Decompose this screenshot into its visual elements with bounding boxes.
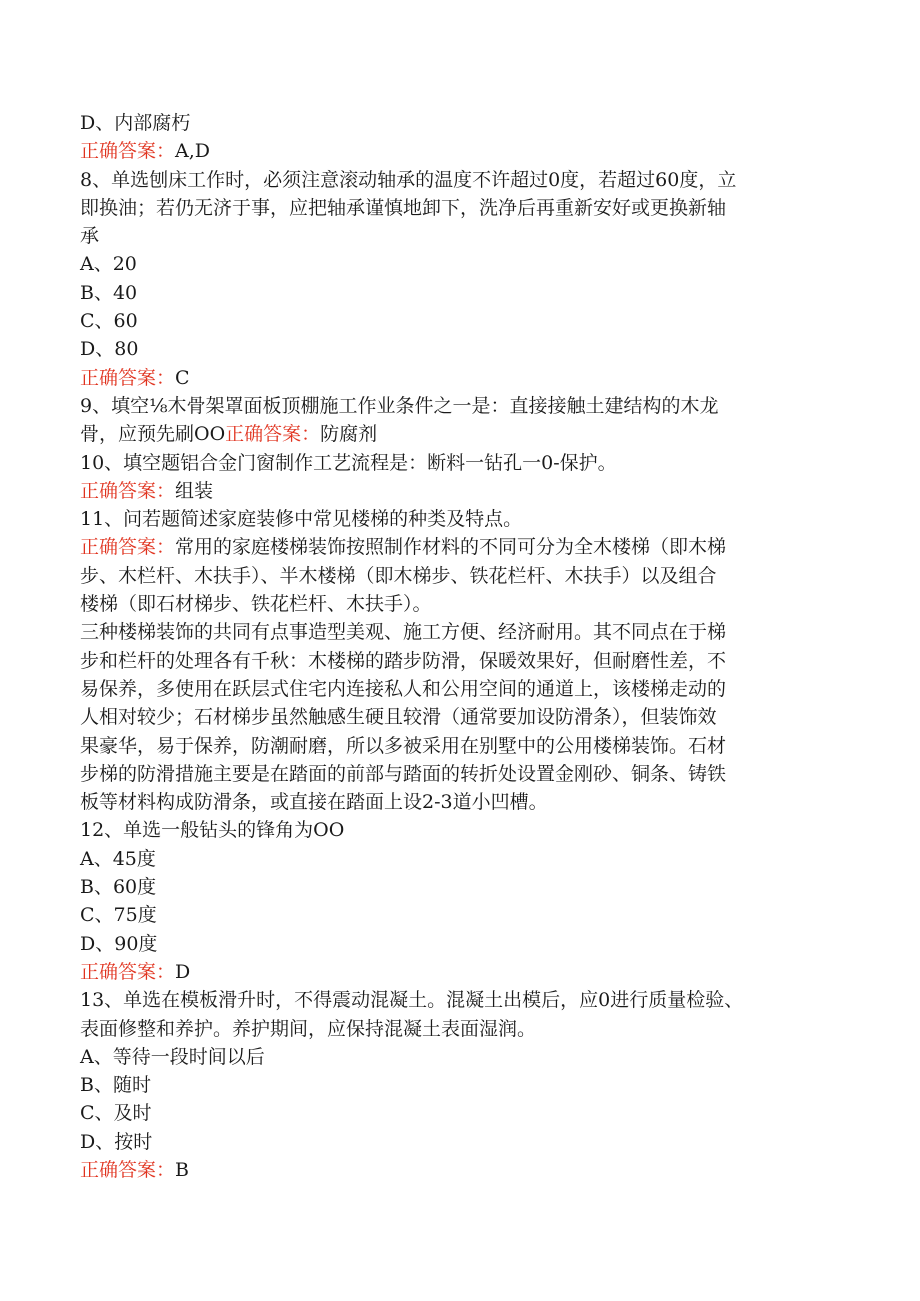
line-text: 步、木栏杆、木扶手）、半木楼梯（即木梯步、铁花栏杆、木扶手）以及组合 [80, 564, 717, 587]
answer-value: C [175, 366, 190, 389]
text-line [80, 732, 840, 760]
line-text: C、60 [80, 310, 138, 333]
text-line [80, 1071, 840, 1099]
line-text: A、20 [80, 253, 137, 276]
line-text: D、按时 [80, 1130, 153, 1153]
line-text: B、随时 [80, 1074, 151, 1097]
line-text: 13、单选在模板滑升时，不得震动混凝土。混凝土出模后，应0进行质量检验、 [80, 989, 744, 1012]
answer-label: 正确答案： [80, 140, 176, 163]
line-text: A、等待一段时间以后 [80, 1045, 265, 1068]
text-line [80, 279, 840, 307]
answer-value: B [175, 1158, 189, 1181]
line-text: D、80 [80, 338, 139, 361]
text-line [80, 703, 840, 731]
text-line [80, 618, 840, 646]
answer-label: 正确答案： [80, 536, 176, 559]
text-line [80, 1015, 840, 1043]
line-text: D、90度 [80, 932, 158, 955]
line-text: C、及时 [80, 1102, 152, 1125]
line-text: 10、填空题铝合金门窗制作工艺流程是：断料一钻孔一0-保护。 [80, 451, 617, 474]
answer-value: D [175, 960, 191, 983]
text-line [80, 1099, 840, 1127]
line-text: 11、问若题简述家庭装修中常见楼梯的种类及特点。 [80, 508, 523, 531]
line-text: 9、填空⅛木骨架罩面板顶棚施工作业条件之一是：直接接触土建结构的木龙 [80, 394, 719, 417]
line-text: 表面修整和养护。养护期间，应保持混凝土表面湿润。 [80, 1017, 537, 1040]
line-text: 8、单选刨床工作时，必须注意滚动轴承的温度不许超过0度，若超过60度，立 [80, 168, 737, 191]
text-line [80, 845, 840, 873]
answer-label: 正确答案： [80, 366, 176, 389]
line-text: 步梯的防滑措施主要是在踏面的前部与踏面的转折处设置金刚砂、铜条、铸铁 [80, 762, 727, 785]
answer-label: 正确答案： [80, 479, 176, 502]
text-line [80, 505, 840, 533]
answer-value: 常用的家庭楼梯装饰按照制作材料的不同可分为全木楼梯（即木梯 [175, 536, 727, 559]
text-line [80, 307, 840, 335]
line-text: B、40 [80, 281, 138, 304]
line-text: B、60度 [80, 876, 157, 899]
line-text: D、内部腐朽 [80, 112, 191, 134]
text-line [80, 335, 840, 363]
answer-label: 正确答案： [80, 960, 176, 983]
text-line [80, 109, 840, 137]
answer-line [80, 364, 840, 392]
document-page [80, 109, 840, 1184]
text-line [80, 675, 840, 703]
text-line [80, 901, 840, 929]
text-line [80, 449, 840, 477]
line-text: 12、单选一般钻头的锋角为OO [80, 819, 345, 842]
text-line [80, 590, 840, 618]
line-text: 承 [80, 225, 100, 248]
answer-value: 组装 [175, 479, 214, 502]
line-text: 人相对较少；石材梯步虽然触感生硬且较滑（通常要加设防滑条），但装饰效 [80, 706, 717, 729]
text-line [80, 562, 840, 590]
text-line [80, 930, 840, 958]
line-text: 果豪华，易于保养，防潮耐磨，所以多被采用在别墅中的公用楼梯装饰。石材 [80, 734, 727, 757]
text-line [80, 222, 840, 250]
line-text: 骨，应预先刷OO [80, 423, 226, 446]
text-line [80, 1043, 840, 1071]
line-text: 步和栏杆的处理各有千秋：木楼梯的踏步防滑，保暖效果好，但耐磨性差，不 [80, 649, 727, 672]
text-line [80, 392, 840, 420]
line-text: A、45度 [80, 847, 156, 870]
line-text: 即换油；若仍无济于事，应把轴承谨慎地卸下，洗净后再重新安好或更换新轴 [80, 196, 727, 219]
text-line [80, 788, 840, 816]
answer-value: A,D [175, 140, 211, 163]
text-line [80, 986, 840, 1014]
text-line [80, 420, 840, 448]
text-line [80, 873, 840, 901]
text-line [80, 194, 840, 222]
text-line [80, 166, 840, 194]
answer-line [80, 137, 840, 165]
text-line [80, 1128, 840, 1156]
answer-value: 防腐剂 [320, 423, 378, 446]
answer-label: 正确答案： [225, 423, 321, 446]
text-line [80, 816, 840, 844]
line-text: 三种楼梯装饰的共同有点事造型美观、施工方便、经济耐用。其不同点在于梯 [80, 621, 727, 644]
answer-line [80, 958, 840, 986]
answer-line [80, 1156, 840, 1184]
answer-line [80, 477, 840, 505]
text-line [80, 760, 840, 788]
line-text: 易保养，多使用在跃层式住宅内连接私人和公用空间的通道上，该楼梯走动的 [80, 677, 727, 700]
line-text: 楼梯（即石材梯步、铁花栏杆、木扶手）。 [80, 593, 432, 616]
line-text: C、75度 [80, 904, 157, 927]
text-line [80, 647, 840, 675]
text-line [80, 250, 840, 278]
line-text: 板等材料构成防滑条，或直接在踏面上设2-3道小凹槽。 [80, 791, 548, 814]
answer-label: 正确答案： [80, 1158, 176, 1181]
answer-line [80, 533, 840, 561]
